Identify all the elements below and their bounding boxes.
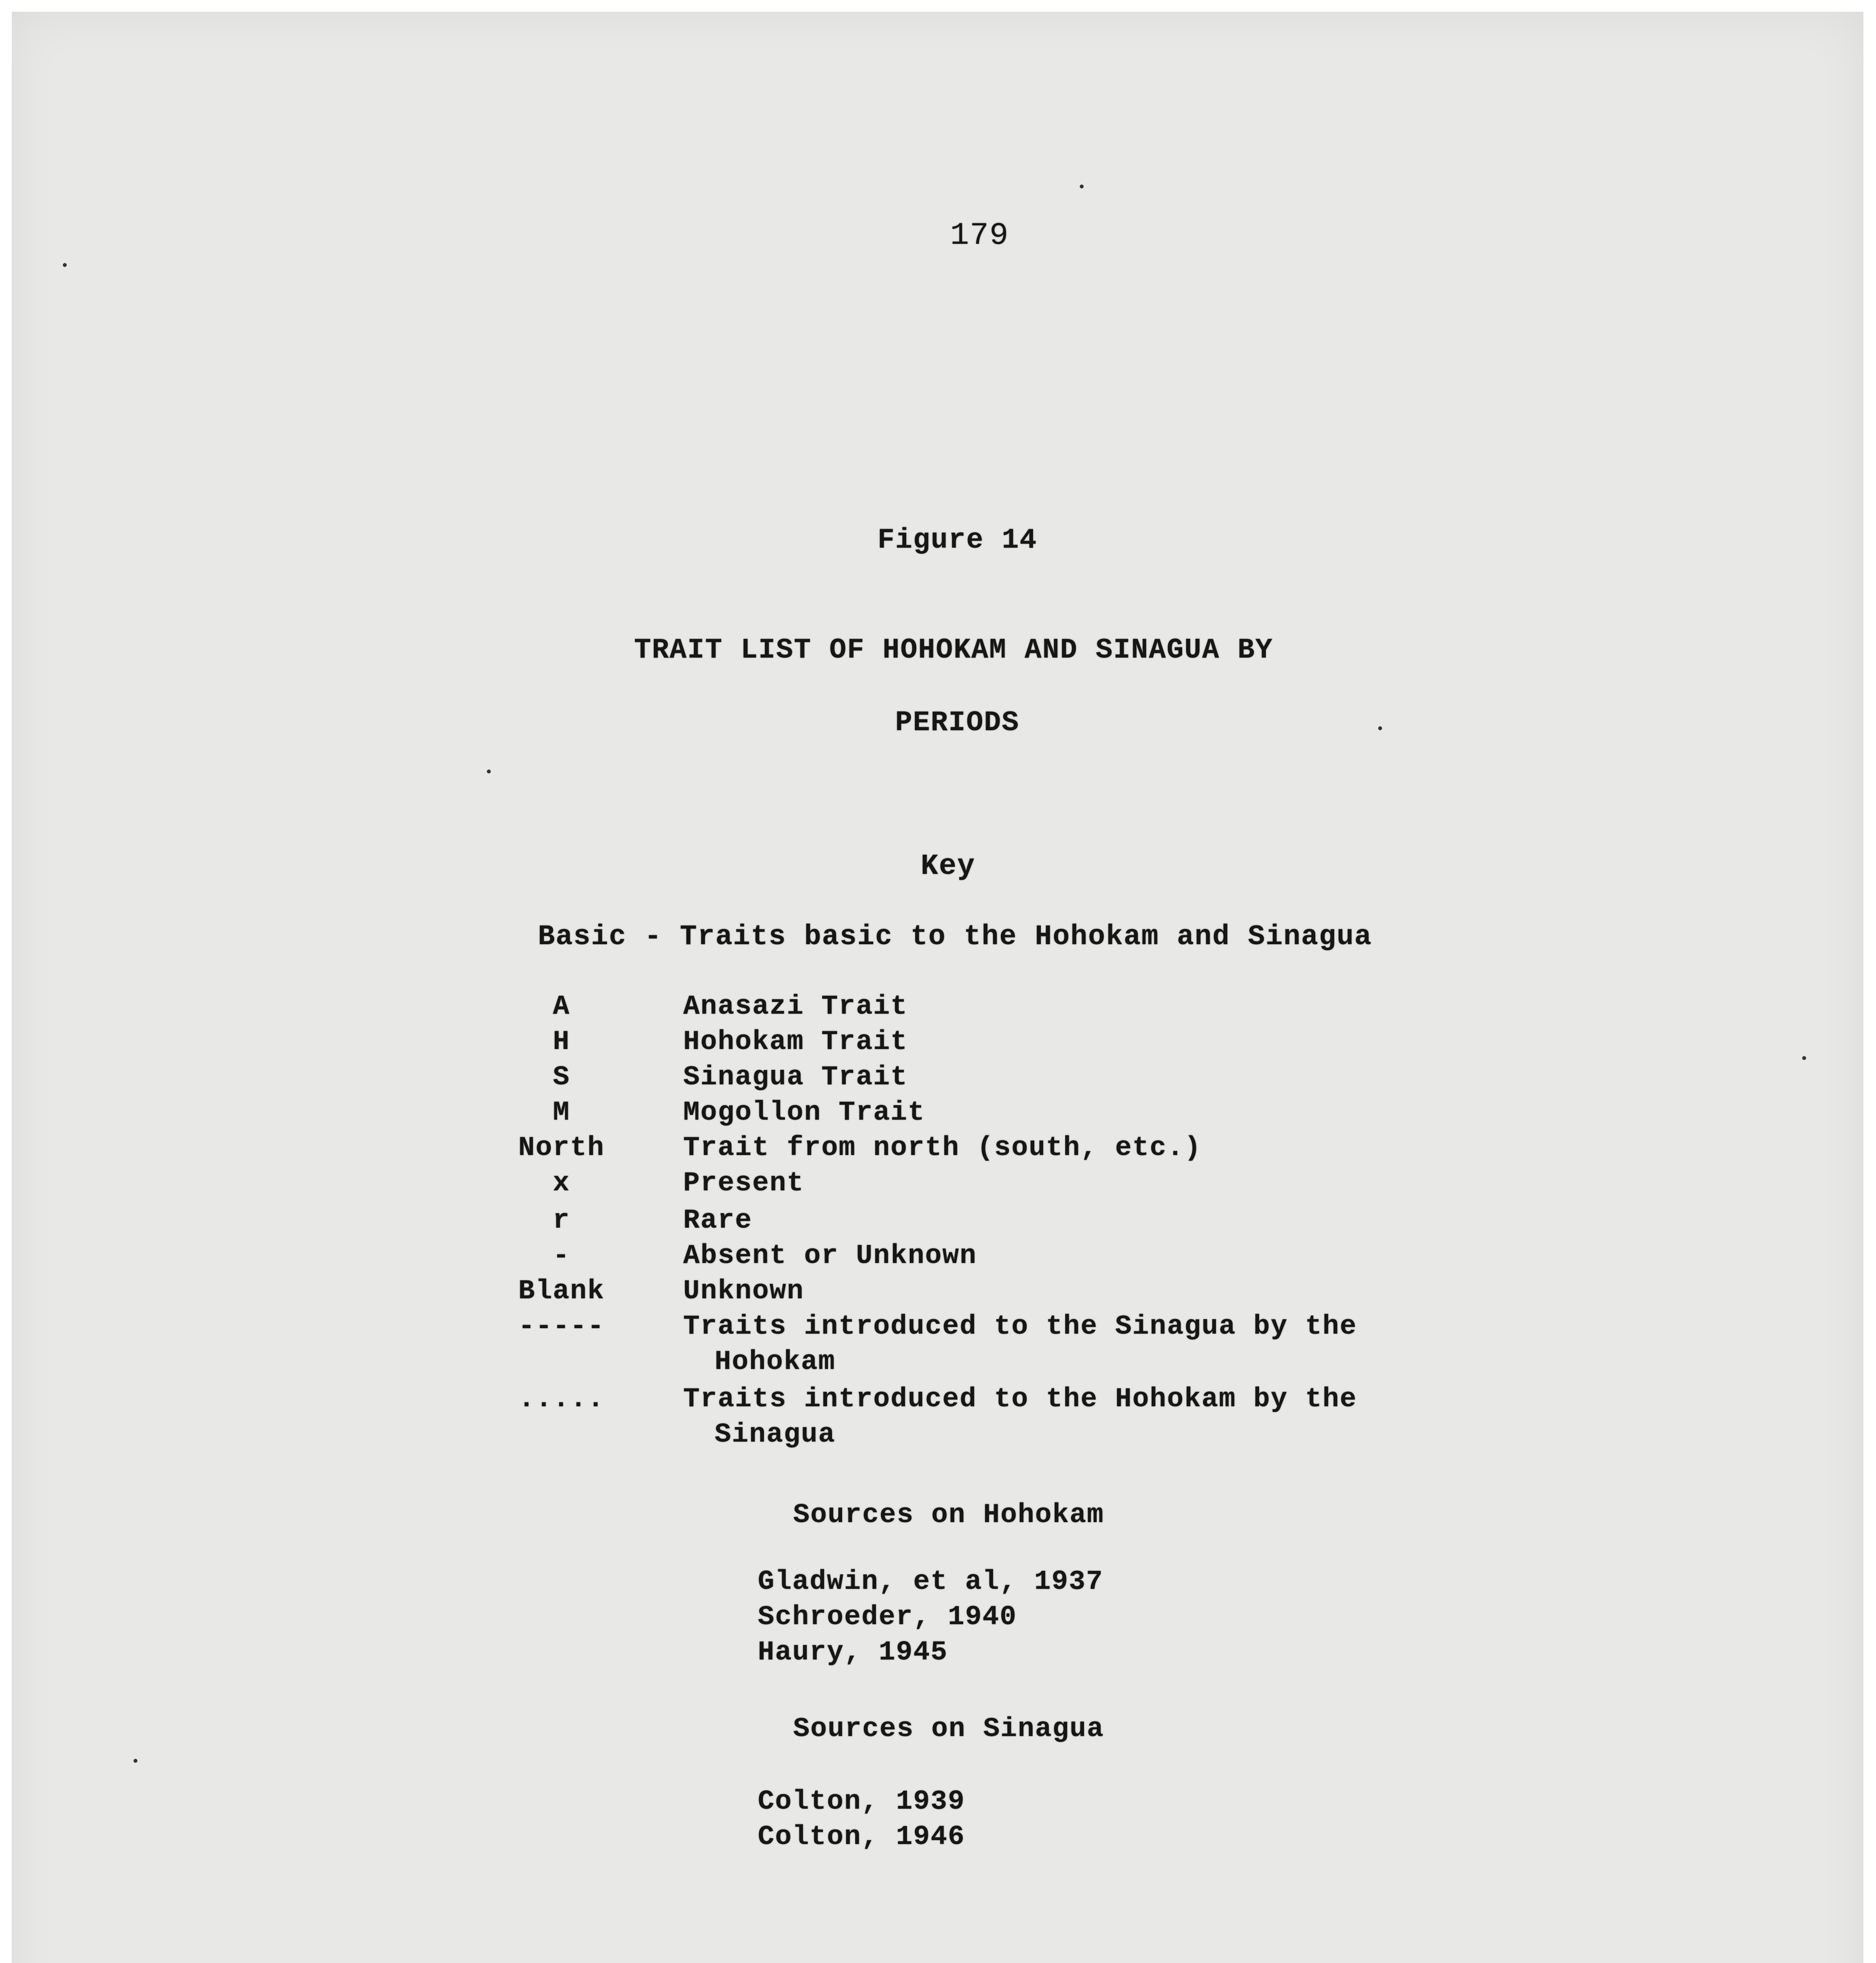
key-symbol: ..... [518, 1384, 605, 1415]
key-description: Sinagua Trait [683, 1062, 908, 1093]
key-description: Anasazi Trait [683, 991, 908, 1022]
scan-speck [63, 263, 67, 267]
sources-sinagua-heading: Sources on Sinagua [793, 1714, 1104, 1745]
key-symbol: S [552, 1062, 570, 1093]
key-description: Traits introduced to the Sinagua by the [683, 1311, 1357, 1342]
key-description: Trait from north (south, etc.) [683, 1133, 1202, 1164]
figure-title-line-1: TRAIT LIST OF HOHOKAM AND SINAGUA BY [634, 634, 1273, 666]
source-entry: Colton, 1939 [758, 1786, 965, 1817]
source-entry: Haury, 1945 [758, 1637, 948, 1668]
scan-speck [133, 1759, 137, 1763]
scan-speck [1080, 185, 1084, 188]
source-entry: Colton, 1946 [758, 1822, 965, 1853]
scan-speck [1378, 726, 1382, 730]
key-symbol: ----- [518, 1311, 605, 1342]
key-symbol: M [552, 1097, 570, 1128]
page-number: 179 [950, 218, 1009, 254]
key-description: Hohokam Trait [683, 1027, 908, 1058]
figure-label: Figure 14 [878, 524, 1037, 556]
key-description: Absent or Unknown [683, 1241, 977, 1272]
sources-hohokam-heading: Sources on Hohokam [793, 1500, 1104, 1531]
key-description: Traits introduced to the Hohokam by the [683, 1384, 1357, 1415]
source-entry: Schroeder, 1940 [758, 1602, 1017, 1633]
key-basic-definition: Basic - Traits basic to the Hohokam and Sinagua [538, 921, 1372, 953]
key-description: Mogollon Trait [683, 1097, 925, 1128]
key-description: Rare [683, 1205, 753, 1236]
key-description: Present [683, 1168, 805, 1199]
key-description-continuation: Sinagua [715, 1419, 836, 1450]
key-symbol: r [552, 1205, 570, 1236]
key-symbol: H [552, 1027, 570, 1058]
key-symbol: Blank [518, 1276, 605, 1307]
key-description-continuation: Hohokam [715, 1347, 836, 1378]
key-heading: Key [921, 850, 976, 883]
key-symbol: A [552, 991, 570, 1022]
scan-speck [487, 769, 491, 773]
figure-title-line-2: PERIODS [895, 707, 1020, 739]
key-symbol: North [518, 1133, 605, 1164]
key-description: Unknown [683, 1276, 805, 1307]
scan-speck [1802, 1056, 1806, 1060]
source-entry: Gladwin, et al, 1937 [758, 1566, 1104, 1597]
document-page [12, 12, 1863, 1963]
key-symbol: - [552, 1241, 570, 1272]
key-symbol: x [552, 1168, 570, 1199]
